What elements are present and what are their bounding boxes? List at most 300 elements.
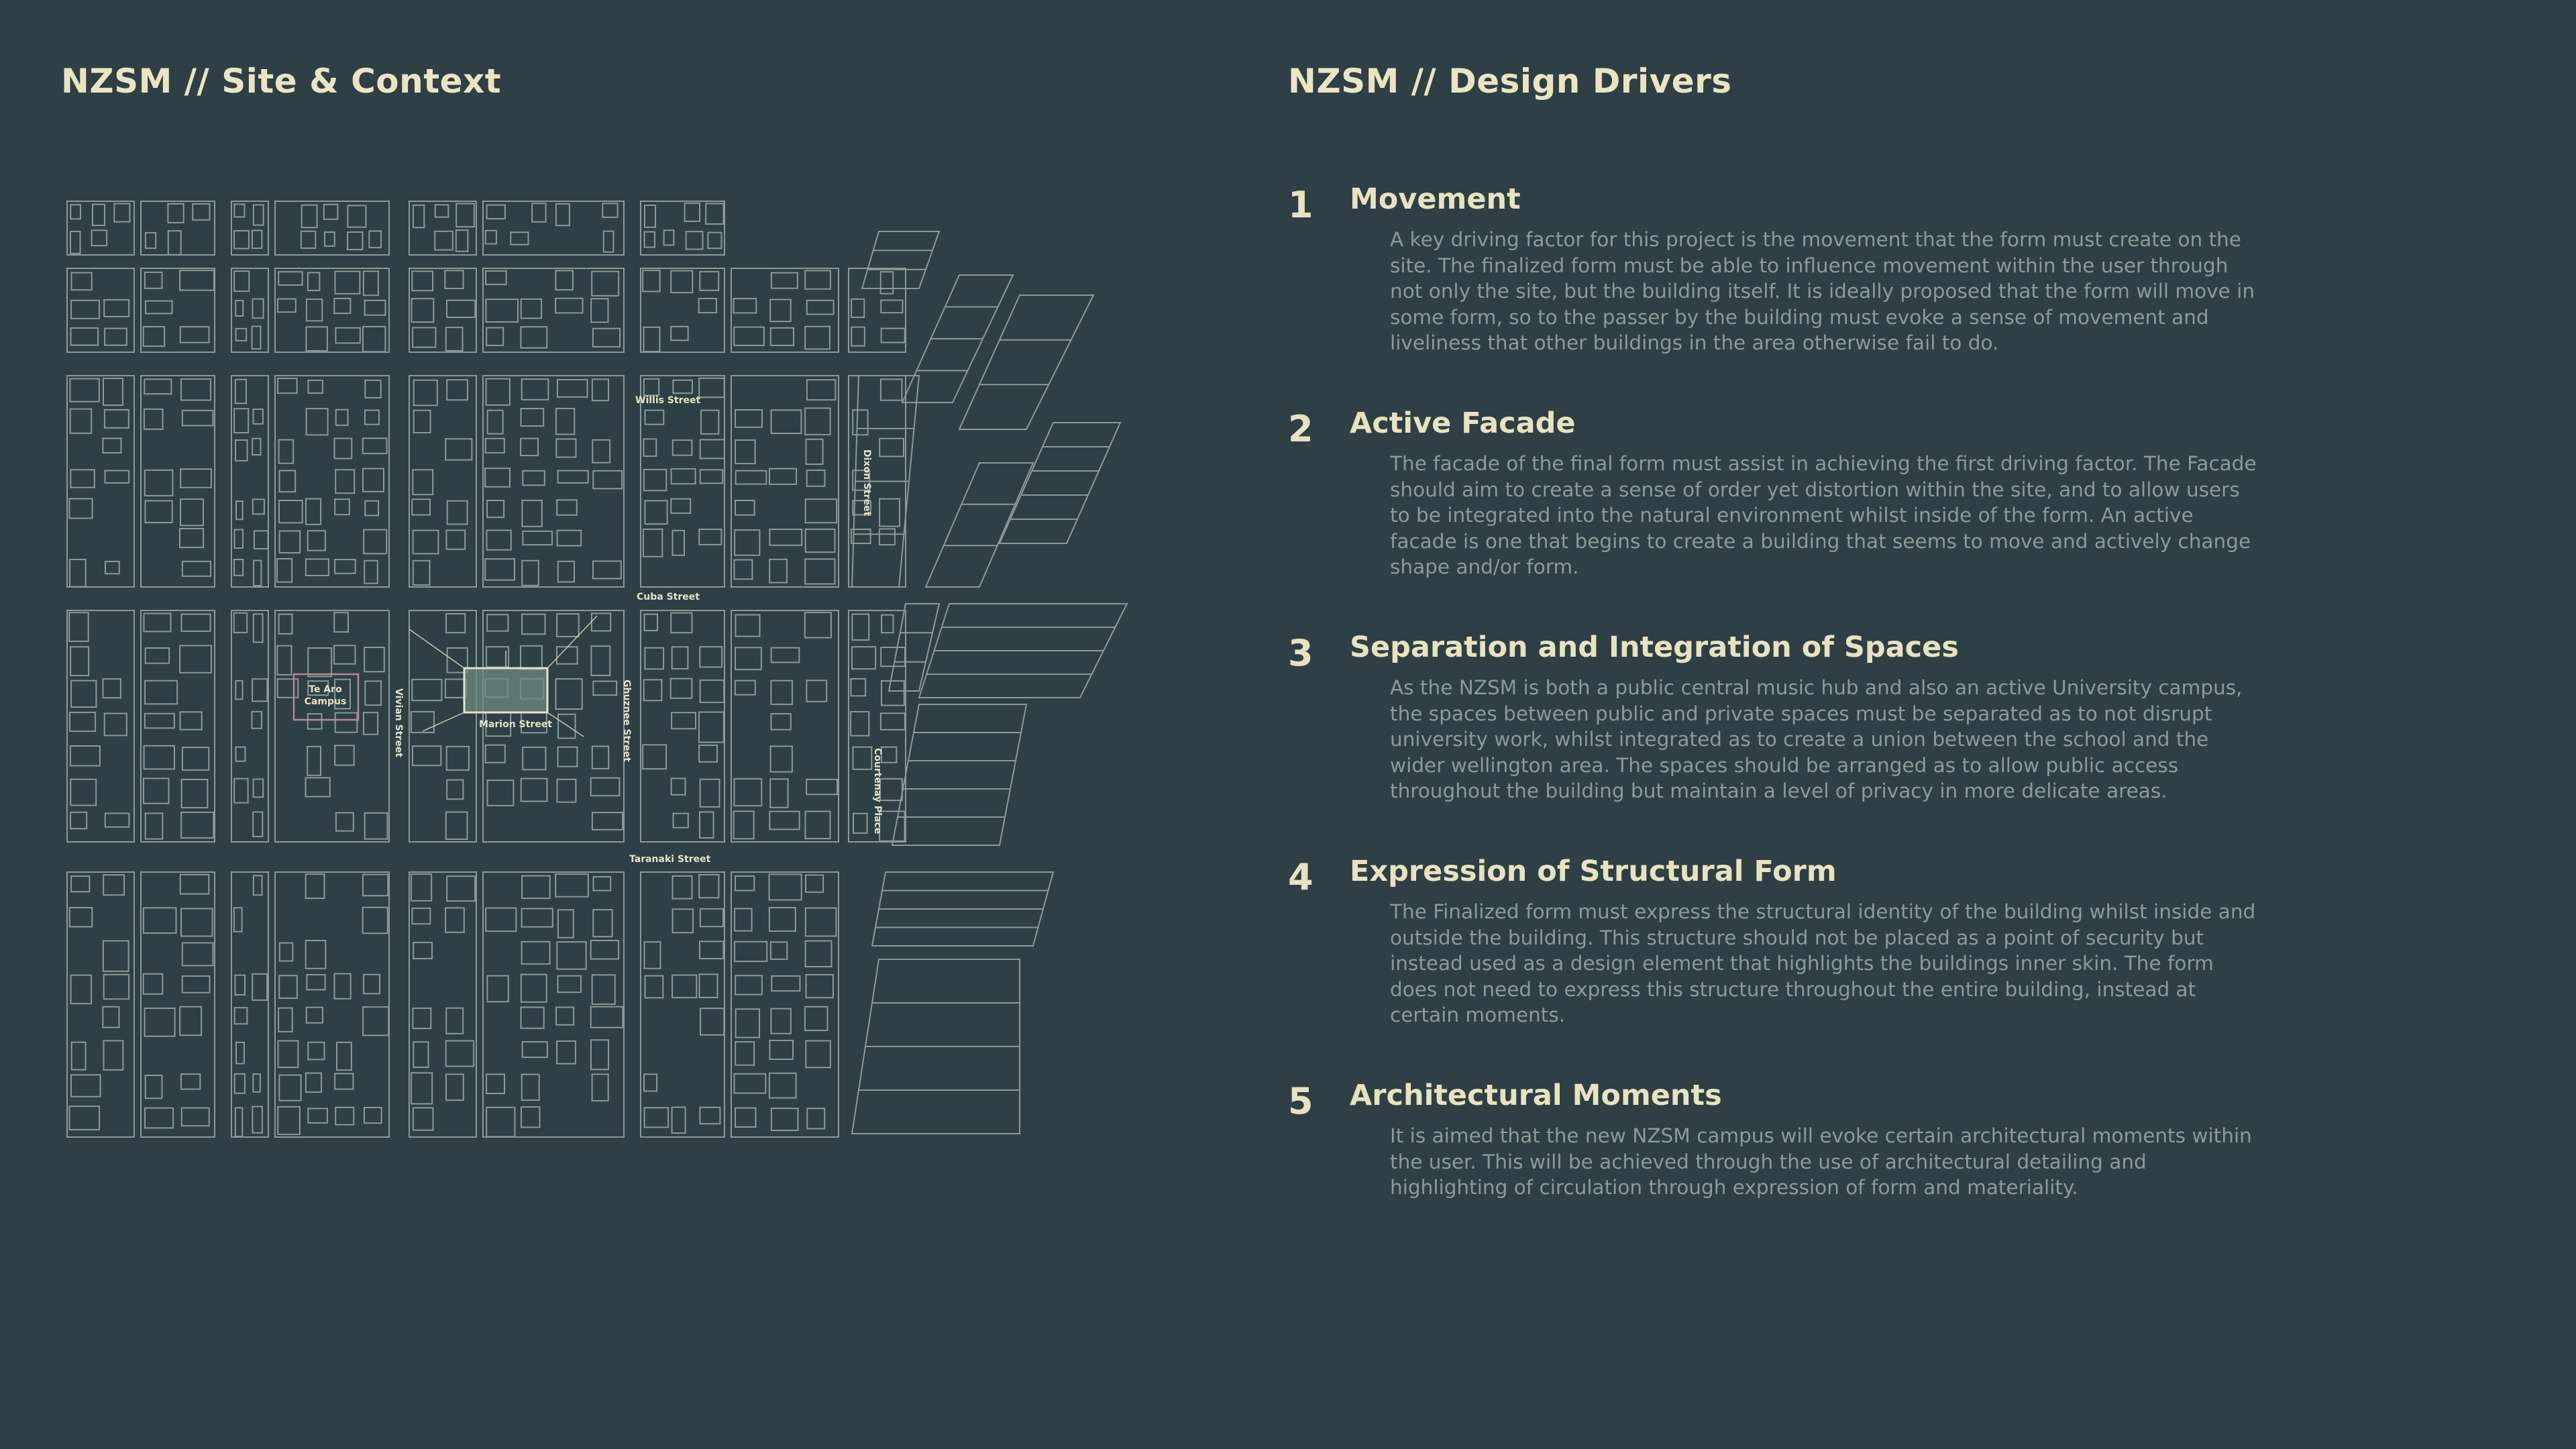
building-footprint — [881, 272, 894, 294]
building-footprint — [144, 327, 165, 346]
building-footprint — [105, 561, 119, 574]
building-footprint — [231, 376, 268, 587]
building-footprint — [673, 531, 685, 555]
building-footprint — [234, 409, 248, 433]
building-footprint — [556, 1008, 574, 1025]
building-footprint — [235, 1108, 243, 1136]
building-footprint — [103, 679, 121, 698]
building-footprint — [881, 329, 905, 343]
building-footprint — [105, 714, 127, 736]
building-footprint — [306, 1073, 321, 1092]
building-footprint — [769, 812, 799, 830]
building-footprint — [236, 329, 247, 341]
building-footprint — [254, 614, 263, 642]
building-footprint — [236, 501, 243, 519]
building-footprint — [180, 1007, 201, 1036]
building-footprint — [70, 712, 95, 731]
building-footprint — [851, 299, 864, 317]
building-footprint — [70, 409, 92, 433]
building-footprint — [168, 204, 183, 223]
street-label-ghuznee: Ghuznee Street — [621, 680, 632, 762]
building-footprint — [771, 746, 792, 771]
street-label-vivian: Vivian Street — [393, 688, 404, 757]
building-footprint — [307, 747, 321, 775]
driver-description: The Finalized form must express the structural identity of the building whilst inside and outside the building. This structure should not be placed as a point of security but instead used as a design element that highlights the buildings inner skin. The form does not need to express this structure throughout the entire building, instead at certain moments. — [1390, 900, 2256, 1026]
building-footprint — [413, 470, 433, 494]
building-footprint — [234, 204, 244, 217]
building-footprint — [70, 780, 96, 806]
building-footprint — [308, 648, 331, 676]
building-footprint — [486, 908, 516, 932]
building-footprint — [182, 780, 208, 808]
building-footprint — [645, 942, 661, 969]
building-footprint — [769, 908, 796, 931]
building-footprint — [486, 271, 506, 284]
building-footprint — [146, 1075, 162, 1098]
building-footprint — [335, 439, 352, 459]
building-footprint — [307, 1008, 323, 1023]
building-footprint — [521, 779, 547, 802]
building-footprint — [446, 1041, 474, 1067]
building-footprint — [645, 976, 663, 998]
building-footprint — [735, 410, 762, 427]
design-drivers-title: NZSM // Design Drivers — [1288, 62, 1732, 101]
building-footprint — [180, 327, 209, 343]
building-footprint — [521, 975, 547, 1002]
building-footprint — [523, 747, 545, 769]
building-footprint — [643, 529, 663, 557]
building-footprint — [103, 1007, 119, 1028]
driver-number: 2 — [1288, 408, 1313, 450]
building-footprint — [700, 470, 723, 483]
building-footprint — [363, 327, 385, 352]
building-footprint — [852, 647, 875, 669]
building-footprint — [446, 1008, 463, 1034]
driver-description: A key driving factor for this project is the movement that the form must create on the site. The finalized form must be able to influence movement within the user through not only the site, but the building itself. It is ideally proposed that the form will move in some form, so to the passer by the building must evoke a sense of movement and liveliness that other buildings in the area otherwise fail to do. — [1390, 228, 2255, 354]
building-footprint — [234, 271, 249, 291]
building-footprint — [92, 230, 107, 246]
street-label-willis: Willis Street — [635, 395, 701, 406]
building-footprint — [231, 610, 268, 842]
building-footprint — [602, 203, 617, 217]
building-footprint — [700, 909, 723, 926]
building-footprint — [104, 975, 129, 999]
building-footprint — [254, 875, 262, 895]
building-footprint — [881, 301, 902, 313]
building-footprint — [181, 1074, 201, 1089]
building-footprint — [645, 411, 664, 425]
building-footprint — [879, 529, 895, 545]
building-footprint — [699, 529, 721, 545]
building-footprint — [591, 1007, 623, 1028]
building-footprint — [71, 681, 96, 707]
building-footprint — [278, 272, 302, 285]
building-footprint — [105, 329, 127, 345]
building-footprint — [700, 1108, 720, 1124]
building-footprint — [306, 874, 325, 898]
building-footprint — [483, 376, 624, 587]
building-footprint — [252, 326, 261, 349]
building-footprint — [253, 812, 262, 837]
building-footprint — [446, 614, 465, 633]
building-footprint — [645, 614, 657, 631]
building-footprint — [1000, 423, 1120, 543]
building-footprint — [446, 327, 463, 351]
building-footprint — [308, 272, 320, 290]
building-footprint — [253, 1074, 260, 1092]
building-footprint — [193, 204, 209, 220]
building-footprint — [558, 976, 582, 993]
building-footprint — [926, 463, 1033, 587]
building-footprint — [700, 1008, 724, 1035]
building-footprint — [735, 647, 761, 669]
building-footprint — [180, 645, 211, 672]
building-footprint — [671, 499, 690, 513]
building-footprint — [673, 909, 693, 932]
building-footprint — [556, 409, 574, 435]
building-footprint — [643, 439, 656, 456]
building-footprint — [435, 205, 449, 217]
site-sightline — [423, 712, 464, 731]
building-footprint — [447, 501, 468, 525]
building-footprint — [145, 714, 174, 729]
building-footprint — [700, 272, 718, 290]
building-footprint — [445, 439, 472, 460]
building-footprint — [700, 974, 718, 998]
building-footprint — [522, 500, 541, 527]
building-footprint — [336, 410, 348, 425]
building-footprint — [558, 471, 588, 483]
building-footprint — [862, 231, 939, 288]
building-footprint — [253, 499, 264, 514]
building-footprint — [409, 376, 476, 587]
building-footprint — [235, 1074, 245, 1093]
building-footprint — [735, 942, 767, 961]
building-footprint — [364, 1108, 382, 1123]
building-footprint — [146, 501, 172, 523]
building-footprint — [334, 612, 348, 632]
building-footprint — [557, 380, 588, 397]
building-footprint — [735, 908, 752, 930]
building-footprint — [641, 872, 724, 1137]
building-footprint — [959, 295, 1093, 429]
building-footprint — [591, 778, 620, 796]
building-footprint — [67, 201, 134, 255]
building-footprint — [325, 232, 335, 246]
building-footprint — [412, 299, 434, 322]
building-footprint — [446, 1074, 464, 1100]
building-footprint — [181, 379, 211, 400]
campus-label-line2: Campus — [304, 696, 347, 707]
building-footprint — [254, 561, 261, 586]
building-footprint — [103, 875, 124, 895]
building-footprint — [521, 299, 541, 319]
building-footprint — [644, 680, 662, 700]
building-footprint — [645, 205, 655, 227]
building-footprint — [735, 681, 755, 695]
building-footprint — [234, 613, 247, 633]
building-footprint — [69, 498, 92, 518]
building-footprint — [806, 875, 823, 892]
building-footprint — [335, 745, 354, 765]
building-footprint — [279, 614, 292, 634]
building-footprint — [308, 380, 323, 393]
building-footprint — [558, 561, 574, 582]
building-footprint — [522, 876, 550, 899]
building-footprint — [805, 612, 831, 638]
building-footprint — [735, 1108, 756, 1127]
building-footprint — [252, 439, 260, 455]
building-footprint — [180, 499, 203, 525]
building-footprint — [252, 712, 262, 729]
building-footprint — [335, 1073, 353, 1089]
building-footprint — [521, 1008, 544, 1028]
building-footprint — [413, 1008, 431, 1028]
building-footprint — [879, 439, 904, 457]
building-footprint — [144, 974, 163, 994]
building-footprint — [146, 301, 172, 314]
building-footprint — [182, 943, 213, 966]
building-footprint — [275, 376, 389, 587]
building-footprint — [365, 301, 386, 315]
building-footprint — [369, 231, 381, 248]
building-footprint — [412, 499, 430, 515]
building-footprint — [806, 680, 826, 702]
building-footprint — [487, 531, 511, 550]
building-footprint — [413, 327, 435, 347]
building-footprint — [735, 530, 759, 555]
building-footprint — [71, 301, 99, 319]
building-footprint — [364, 530, 386, 554]
building-footprint — [364, 975, 380, 994]
building-footprint — [645, 1108, 669, 1127]
building-footprint — [486, 231, 496, 244]
building-footprint — [673, 876, 692, 899]
building-footprint — [336, 813, 354, 831]
building-footprint — [556, 439, 576, 457]
building-footprint — [521, 1107, 540, 1127]
building-footprint — [672, 712, 696, 729]
building-footprint — [71, 1075, 101, 1096]
building-footprint — [806, 439, 823, 464]
building-footprint — [236, 1042, 244, 1064]
building-footprint — [686, 231, 703, 249]
building-footprint — [592, 1074, 608, 1101]
building-footprint — [706, 204, 723, 224]
building-footprint — [644, 470, 666, 490]
building-footprint — [672, 647, 688, 669]
driver-number: 5 — [1288, 1080, 1313, 1122]
building-footprint — [413, 205, 424, 227]
building-footprint — [486, 1108, 515, 1137]
building-footprint — [700, 647, 722, 667]
building-footprint — [522, 942, 550, 964]
building-footprint — [275, 610, 389, 842]
building-footprint — [731, 268, 839, 352]
street-label-marion: Marion Street — [479, 719, 552, 730]
building-footprint — [558, 714, 576, 739]
building-footprint — [685, 203, 700, 221]
building-footprint — [103, 438, 121, 453]
building-footprint — [805, 408, 830, 435]
building-footprint — [413, 746, 441, 765]
building-footprint — [235, 440, 248, 461]
building-footprint — [735, 1074, 766, 1093]
building-footprint — [555, 299, 583, 313]
building-footprint — [486, 299, 518, 322]
building-footprint — [487, 614, 508, 631]
building-footprint — [805, 559, 835, 584]
building-footprint — [806, 499, 837, 523]
building-footprint — [71, 876, 89, 892]
building-footprint — [592, 379, 608, 400]
building-footprint — [673, 440, 692, 455]
building-footprint — [769, 1073, 796, 1098]
building-footprint — [557, 1041, 576, 1064]
building-footprint — [771, 976, 800, 991]
building-footprint — [807, 380, 836, 400]
building-footprint — [770, 779, 788, 807]
building-footprint — [488, 411, 503, 434]
building-footprint — [769, 874, 802, 900]
building-footprint — [411, 874, 431, 901]
building-footprint — [301, 231, 316, 248]
building-footprint — [671, 271, 692, 293]
building-footprint — [486, 647, 508, 667]
building-footprint — [278, 1041, 299, 1068]
building-footprint — [363, 469, 384, 492]
building-footprint — [413, 943, 432, 959]
building-footprint — [849, 268, 906, 352]
building-footprint — [735, 500, 755, 515]
building-footprint — [234, 231, 249, 249]
building-footprint — [771, 942, 787, 959]
building-footprint — [337, 1042, 352, 1070]
building-footprint — [145, 470, 173, 496]
building-footprint — [182, 747, 209, 770]
building-footprint — [182, 561, 211, 576]
building-footprint — [334, 645, 356, 663]
building-footprint — [487, 976, 508, 1002]
building-footprint — [180, 270, 214, 290]
street-label-dixon: Dixon Street — [861, 449, 872, 517]
building-footprint — [278, 299, 296, 313]
building-footprint — [252, 1107, 262, 1133]
building-footprint — [853, 814, 867, 833]
building-footprint — [851, 712, 869, 736]
building-footprint — [141, 376, 215, 587]
building-footprint — [771, 273, 798, 288]
building-footprint — [806, 941, 832, 967]
building-footprint — [306, 941, 326, 969]
building-footprint — [145, 272, 162, 288]
building-footprint — [278, 1107, 300, 1134]
building-footprint — [334, 299, 350, 313]
building-footprint — [523, 531, 552, 545]
building-footprint — [645, 500, 667, 524]
building-footprint — [105, 471, 129, 483]
street-label-taranaki: Taranaki Street — [629, 854, 711, 865]
building-footprint — [853, 410, 867, 435]
building-footprint — [182, 1108, 209, 1126]
building-footprint — [852, 614, 869, 640]
building-footprint — [145, 1008, 175, 1036]
building-footprint — [275, 201, 389, 255]
building-footprint — [93, 205, 105, 225]
building-footprint — [486, 379, 510, 405]
building-footprint — [235, 1008, 248, 1024]
building-footprint — [700, 812, 714, 838]
building-footprint — [70, 812, 87, 829]
building-footprint — [182, 976, 210, 993]
building-footprint — [144, 778, 169, 803]
driver-title: Active Facade — [1350, 407, 1576, 440]
building-footprint — [69, 612, 89, 641]
building-footprint — [145, 681, 177, 704]
building-footprint — [770, 1040, 794, 1059]
building-footprint — [769, 529, 802, 545]
building-footprint — [363, 875, 388, 896]
building-footprint — [412, 680, 441, 700]
building-footprint — [71, 975, 92, 1004]
building-footprint — [806, 975, 834, 998]
building-footprint — [168, 231, 181, 255]
building-footprint — [181, 908, 213, 936]
building-footprint — [807, 470, 825, 486]
building-footprint — [892, 704, 1026, 845]
building-footprint — [558, 910, 574, 938]
building-footprint — [254, 205, 264, 225]
building-footprint — [307, 409, 328, 435]
building-footprint — [71, 328, 99, 345]
building-footprint — [593, 329, 620, 347]
building-footprint — [252, 679, 267, 701]
building-footprint — [235, 975, 246, 995]
building-footprint — [700, 680, 724, 702]
site-map-drawing — [47, 181, 1281, 1147]
building-footprint — [881, 647, 905, 666]
building-footprint — [664, 230, 674, 245]
building-footprint — [279, 440, 294, 464]
building-footprint — [485, 468, 510, 487]
building-footprint — [308, 531, 325, 550]
building-footprint — [306, 327, 327, 351]
building-footprint — [672, 1108, 686, 1134]
building-footprint — [556, 679, 582, 709]
building-footprint — [734, 811, 754, 839]
building-footprint — [522, 561, 539, 586]
building-footprint — [447, 876, 475, 901]
site-context-title: NZSM // Site & Context — [61, 62, 502, 101]
building-footprint — [278, 1008, 292, 1032]
building-footprint — [335, 974, 351, 999]
building-footprint — [593, 471, 622, 489]
building-footprint — [699, 299, 716, 313]
building-footprint — [735, 975, 762, 994]
building-footprint — [335, 470, 354, 493]
building-footprint — [699, 875, 718, 898]
building-footprint — [699, 378, 724, 397]
building-footprint — [592, 812, 623, 830]
building-footprint — [487, 500, 504, 517]
building-footprint — [141, 201, 215, 255]
driver-description: As the NZSM is both a public central music hub and also an active University campus, the spaces between public and private spaces must be separated as to not disrupt university work, whilst integrated as to create a union between the school and the wider wellington area. The spaces should be arranged as to allow public access throughout the building but maintain a level of privacy in more delicate areas. — [1390, 676, 2243, 802]
building-footprint — [234, 908, 242, 932]
building-footprint — [144, 614, 171, 632]
building-footprint — [645, 232, 655, 248]
building-footprint — [235, 301, 243, 316]
building-footprint — [671, 327, 688, 341]
